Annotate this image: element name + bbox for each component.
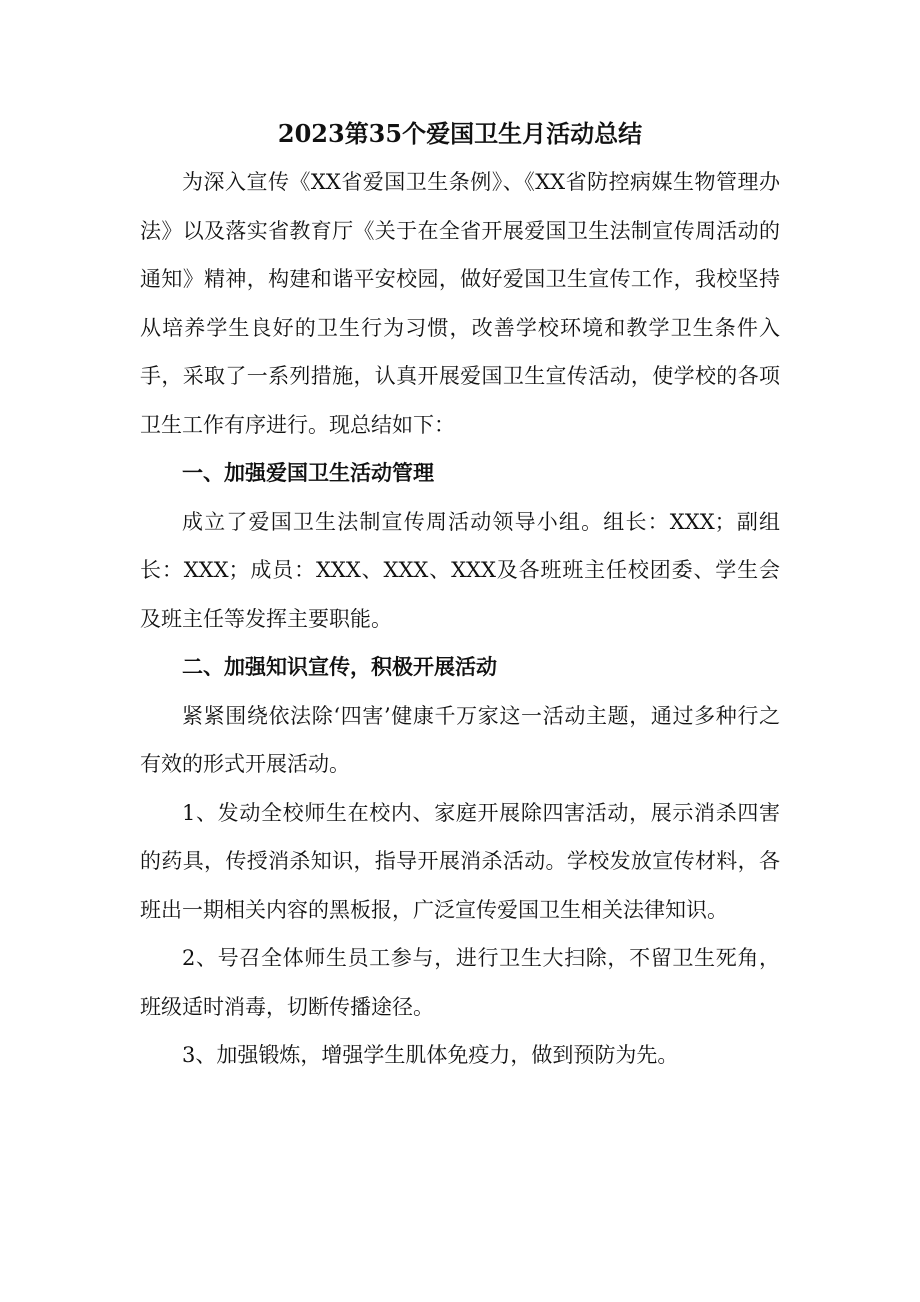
section-2-paragraph: 紧紧围绕依法除‘四害’健康千万家这一活动主题，通过多种行之有效的形式开展活动。 — [140, 703, 780, 776]
list-item-3: 3、加强锻炼，增强学生肌体免疫力，做到预防为先。 — [182, 1043, 679, 1067]
document-body — [140, 110, 780, 1080]
intro-paragraph: 为深入宣传《XX省爱国卫生条例》、《XX省防控病媒生物管理办法》以及落实省教育厅《关于在全省开展爱国卫生法制宣传周活动的通知》精神，构建和谐平安校园，做好爱国卫生宣传工作，我校坚持从培养学生良好的卫生行为习惯，改善学校环境和教学卫生条件入手，采取了一系列措施，认真开展爱国卫生宣传活动，使学校的各项卫生工作有序进行。现总结如下： — [140, 170, 780, 437]
list-item-2: 2、号召全体师生员工参与，进行卫生大扫除，不留卫生死角，班级适时消毒，切断传播途径。 — [140, 946, 780, 1019]
list-item-1: 1、发动全校师生在校内、家庭开展除四害活动，展示消杀四害的药具，传授消杀知识，指导开展消杀活动。学校发放宣传材料，各班出一期相关内容的黑板报，广泛宣传爱国卫生相关法律知识。 — [140, 800, 780, 922]
section-2-heading: 二、加强知识宣传，积极开展活动 — [182, 654, 497, 679]
section-1-heading: 一、加强爱国卫生活动管理 — [182, 460, 434, 485]
section-1-paragraph: 成立了爱国卫生法制宣传周活动领导小组。组长：XXX；副组长：XXX；成员：XXX、XXX、XXX及各班班主任校团委、学生会及班主任等发挥主要职能。 — [140, 509, 780, 631]
document-title: 2023第35个爱国卫生月活动总结 — [277, 119, 643, 148]
